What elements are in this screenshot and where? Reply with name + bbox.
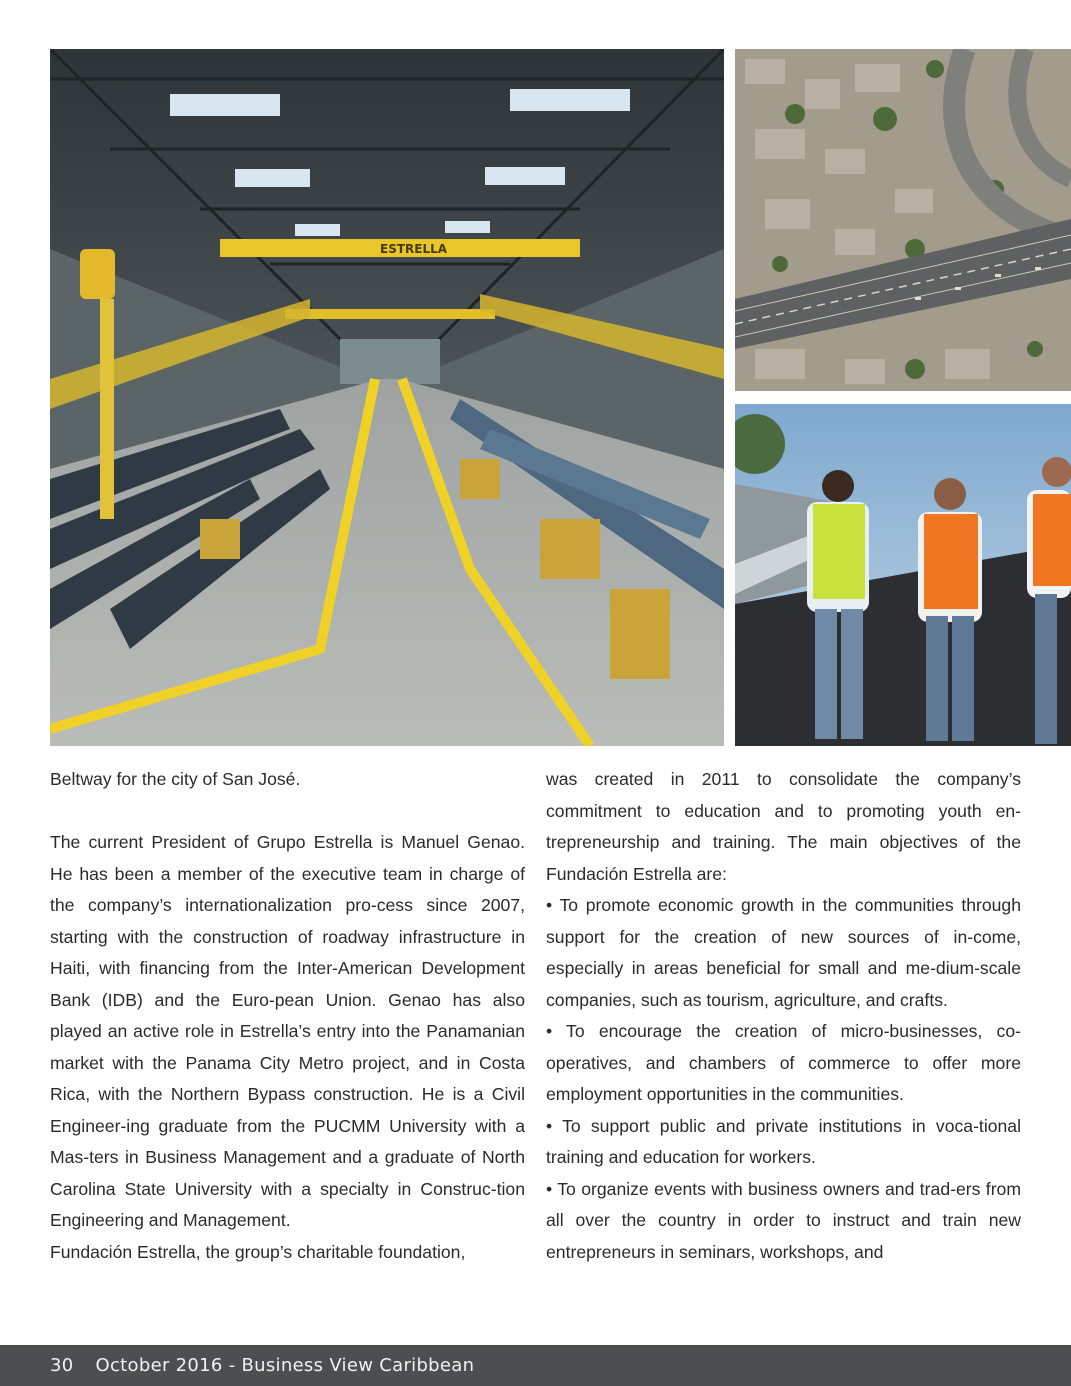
factory-interior-photo [50,49,724,746]
page-number: 30 [50,1355,74,1376]
bullet-item: • To promote economic growth in the communities through support for the creation of new sources of in-come, especially in areas beneficial for small and me-dium-scale companies, such as tourism, agriculture, and crafts. [546,895,1021,1010]
bullet-item: • To organize events with business owners and trad-ers from all over the country in order to instruct and train new entrepreneurs in seminars, workshops, and [546,1178,1021,1262]
paragraph: The current President of Grupo Estrella is Manuel Genao. He has been a member of the executive team in charge of the company’s internationalization pro-cess since 2007, starting with the construction of roadway infrastructure in Haiti, with financing from the Inter-American Development Bank (IDB) and the Euro-pean Union. Genao has also played an active role in Estrella’s entry into the Panamanian market with the Panama City Metro project, and in Costa Rica, with the Northern Bypass construction. He is a Civil Engineer-ing graduate from the PUCMM University with a Mas-ters in Business Management and a graduate of North Carolina State University with a specialty in Construc-tion Engineering and Management. [50,832,525,1230]
bullet-item: • To encourage the creation of micro-businesses, co-operatives, and chambers of commerce to offer more employment opportunities in the communities. [546,1021,1021,1104]
paragraph: was created in 2011 to consolidate the company’s commitment to education and to promoting youth en-trepreneurship and training. The main objectives of the Fundación Estrella are: [546,769,1021,884]
paragraph: Fundación Estrella, the group’s charitable foundation, [50,1241,466,1262]
crane-sign-text: ESTRELLA [380,242,448,256]
issue-info: October 2016 - Business View Caribbean [95,1355,475,1376]
paragraph: Beltway for the city of San José. [50,769,301,789]
workers-photo [735,404,1071,746]
left-text-column [50,764,525,1268]
bullet-item: • To support public and private institutions in voca-tional training and education for workers. [546,1115,1021,1167]
aerial-highway-photo [735,49,1071,391]
page-footer [0,1345,1071,1386]
right-text-column [546,764,1021,1268]
